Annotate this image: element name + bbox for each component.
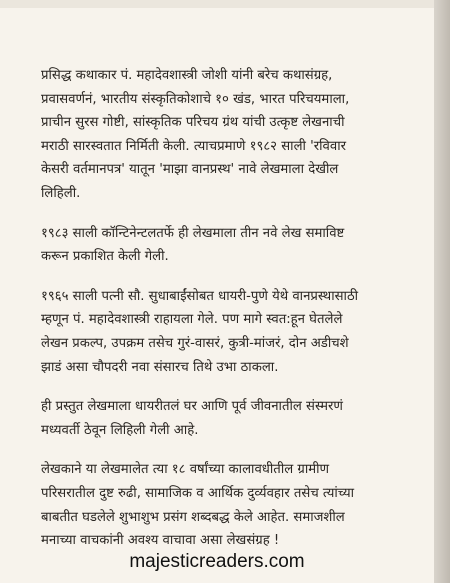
paragraph-4: [41, 395, 429, 442]
text-line: मराठी सारस्वतात निर्मिती केली. त्याचप्रमाणे १९८२ साली 'रविवार: [41, 138, 347, 154]
book-spine-edge: [434, 0, 450, 583]
paragraph-1: [41, 64, 429, 206]
text-line: १९६५ साली पत्नी सौ. सुधाबाईंसोबत धायरी-पुणे येथे वानप्रस्थासाठी: [41, 288, 359, 304]
text-line: १९८३ साली कॉन्टिनेन्टलतर्फे ही लेखमाला तीन नवे लेख समाविष्ट: [41, 225, 345, 241]
page-top-edge: [0, 0, 434, 8]
text-line: झाडं असा चौपदरी नवा संसारच तिथे उभा ठाकला.: [41, 359, 279, 375]
text-line: लेखन प्रकल्प, उपक्रम तसेच गुरं-वासरं, कुत्री-मांजरं, दोन अडीचशे: [41, 335, 349, 351]
text-line: परिसरातील दुष्ट रुढी, सामाजिक व आर्थिक दुर्व्यवहार तसेच त्यांच्या: [41, 485, 355, 501]
paragraph-3: [41, 285, 429, 379]
text-line: मनाच्या वाचकांनी अवश्य वाचावा असा लेखसंग्रह !: [41, 533, 280, 549]
text-line: लेखकाने या लेखमालेत त्या १८ वर्षांच्या कालावधीतील ग्रामीण: [41, 462, 330, 478]
text-line: प्रवासवर्णनं, भारतीय संस्कृतिकोशाचे १० खंड, भारत परिचयमाला,: [41, 91, 350, 107]
paragraph-5: [41, 458, 429, 552]
text-line: प्रसिद्ध कथाकार पं. महादेवशास्त्री जोशी यांनी बरेच कथासंग्रह,: [41, 68, 333, 83]
blurb-text: [41, 64, 429, 569]
website-watermark: majesticreaders.com: [129, 551, 305, 572]
text-line: म्हणून पं. महादेवशास्त्री राहायला गेले. पण मागे स्वत:हून घेतलेले: [41, 312, 343, 328]
paragraph-2: [41, 222, 429, 269]
text-line: लिहिली.: [41, 185, 81, 201]
text-line: केसरी वर्तमानपत्र' यातून 'माझा वानप्रस्थ' नावे लेखमाला देखील: [41, 162, 339, 178]
text-line: करून प्रकाशित केली गेली.: [41, 249, 169, 265]
text-line: बाबतीत घडलेले शुभाशुभ प्रसंग शब्दबद्ध केले आहेत. समाजशील: [41, 509, 345, 525]
text-line: प्राचीन सुरस गोष्टी, सांस्कृतिक परिचय ग्रंथ यांची उत्कृष्ट लेखनाची: [41, 115, 345, 131]
text-line: मध्यवर्ती ठेवून लिहिली गेली आहे.: [41, 422, 199, 438]
text-line: ही प्रस्तुत लेखमाला धायरीतलं घर आणि पूर्व जीवनातील संस्मरणं: [41, 399, 343, 415]
